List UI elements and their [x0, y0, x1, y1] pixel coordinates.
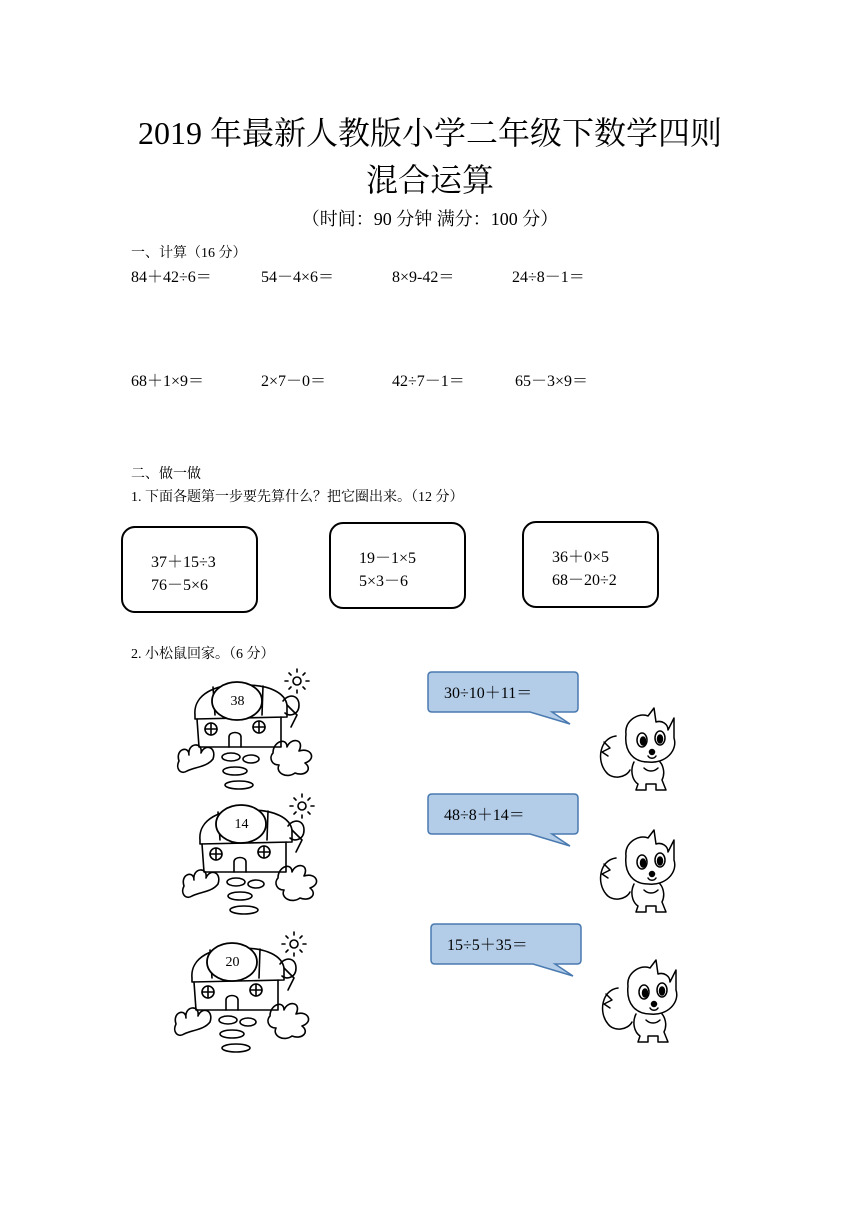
speech-bubble-expression: 15÷5＋35＝	[447, 937, 528, 954]
exam-info: （时间：90 分钟 满分：100 分）	[301, 209, 559, 229]
calc-item: 42÷7－1＝	[392, 373, 465, 390]
section2-heading: 二、做一做	[131, 467, 201, 482]
squirrel-icon	[596, 708, 681, 793]
question2-prompt: 2. 小松鼠回家。（6 分）	[131, 647, 275, 662]
calc-item: 84＋42÷6＝	[131, 269, 212, 286]
section1-heading: 一、计算（16 分）	[131, 246, 247, 261]
calc-item: 54－4×6＝	[261, 269, 335, 286]
expression-box	[329, 522, 466, 609]
question1-prompt: 1. 下面各题第一步要先算什么？把它圈出来。（12 分）	[131, 490, 464, 505]
expression-line: 19－1×5	[359, 550, 417, 567]
speech-bubble-expression: 48÷8＋14＝	[444, 807, 525, 824]
calc-item: 8×9-42＝	[392, 269, 455, 286]
squirrel-icon	[596, 830, 681, 915]
house-number: 38	[230, 694, 245, 709]
expression-box	[522, 521, 659, 608]
expression-line: 5×3－6	[359, 573, 409, 590]
house-number: 20	[225, 955, 240, 970]
expression-box	[121, 526, 258, 613]
page-title-line1: 2019 年最新人教版小学二年级下数学四则	[137, 115, 722, 151]
calc-item: 68＋1×9＝	[131, 373, 205, 390]
calc-item: 2×7－0＝	[261, 373, 327, 390]
house-number: 14	[234, 817, 249, 832]
page-title-line2: 混合运算	[365, 162, 494, 198]
expression-line: 68－20÷2	[552, 572, 617, 589]
calc-item: 65－3×9＝	[515, 373, 589, 390]
expression-line: 37＋15÷3	[151, 554, 216, 571]
expression-line: 36＋0×5	[552, 549, 610, 566]
squirrel-icon	[598, 960, 683, 1045]
speech-bubble-expression: 30÷10＋11＝	[444, 685, 533, 702]
expression-line: 76－5×6	[151, 577, 209, 594]
calc-item: 24÷8－1＝	[512, 269, 585, 286]
